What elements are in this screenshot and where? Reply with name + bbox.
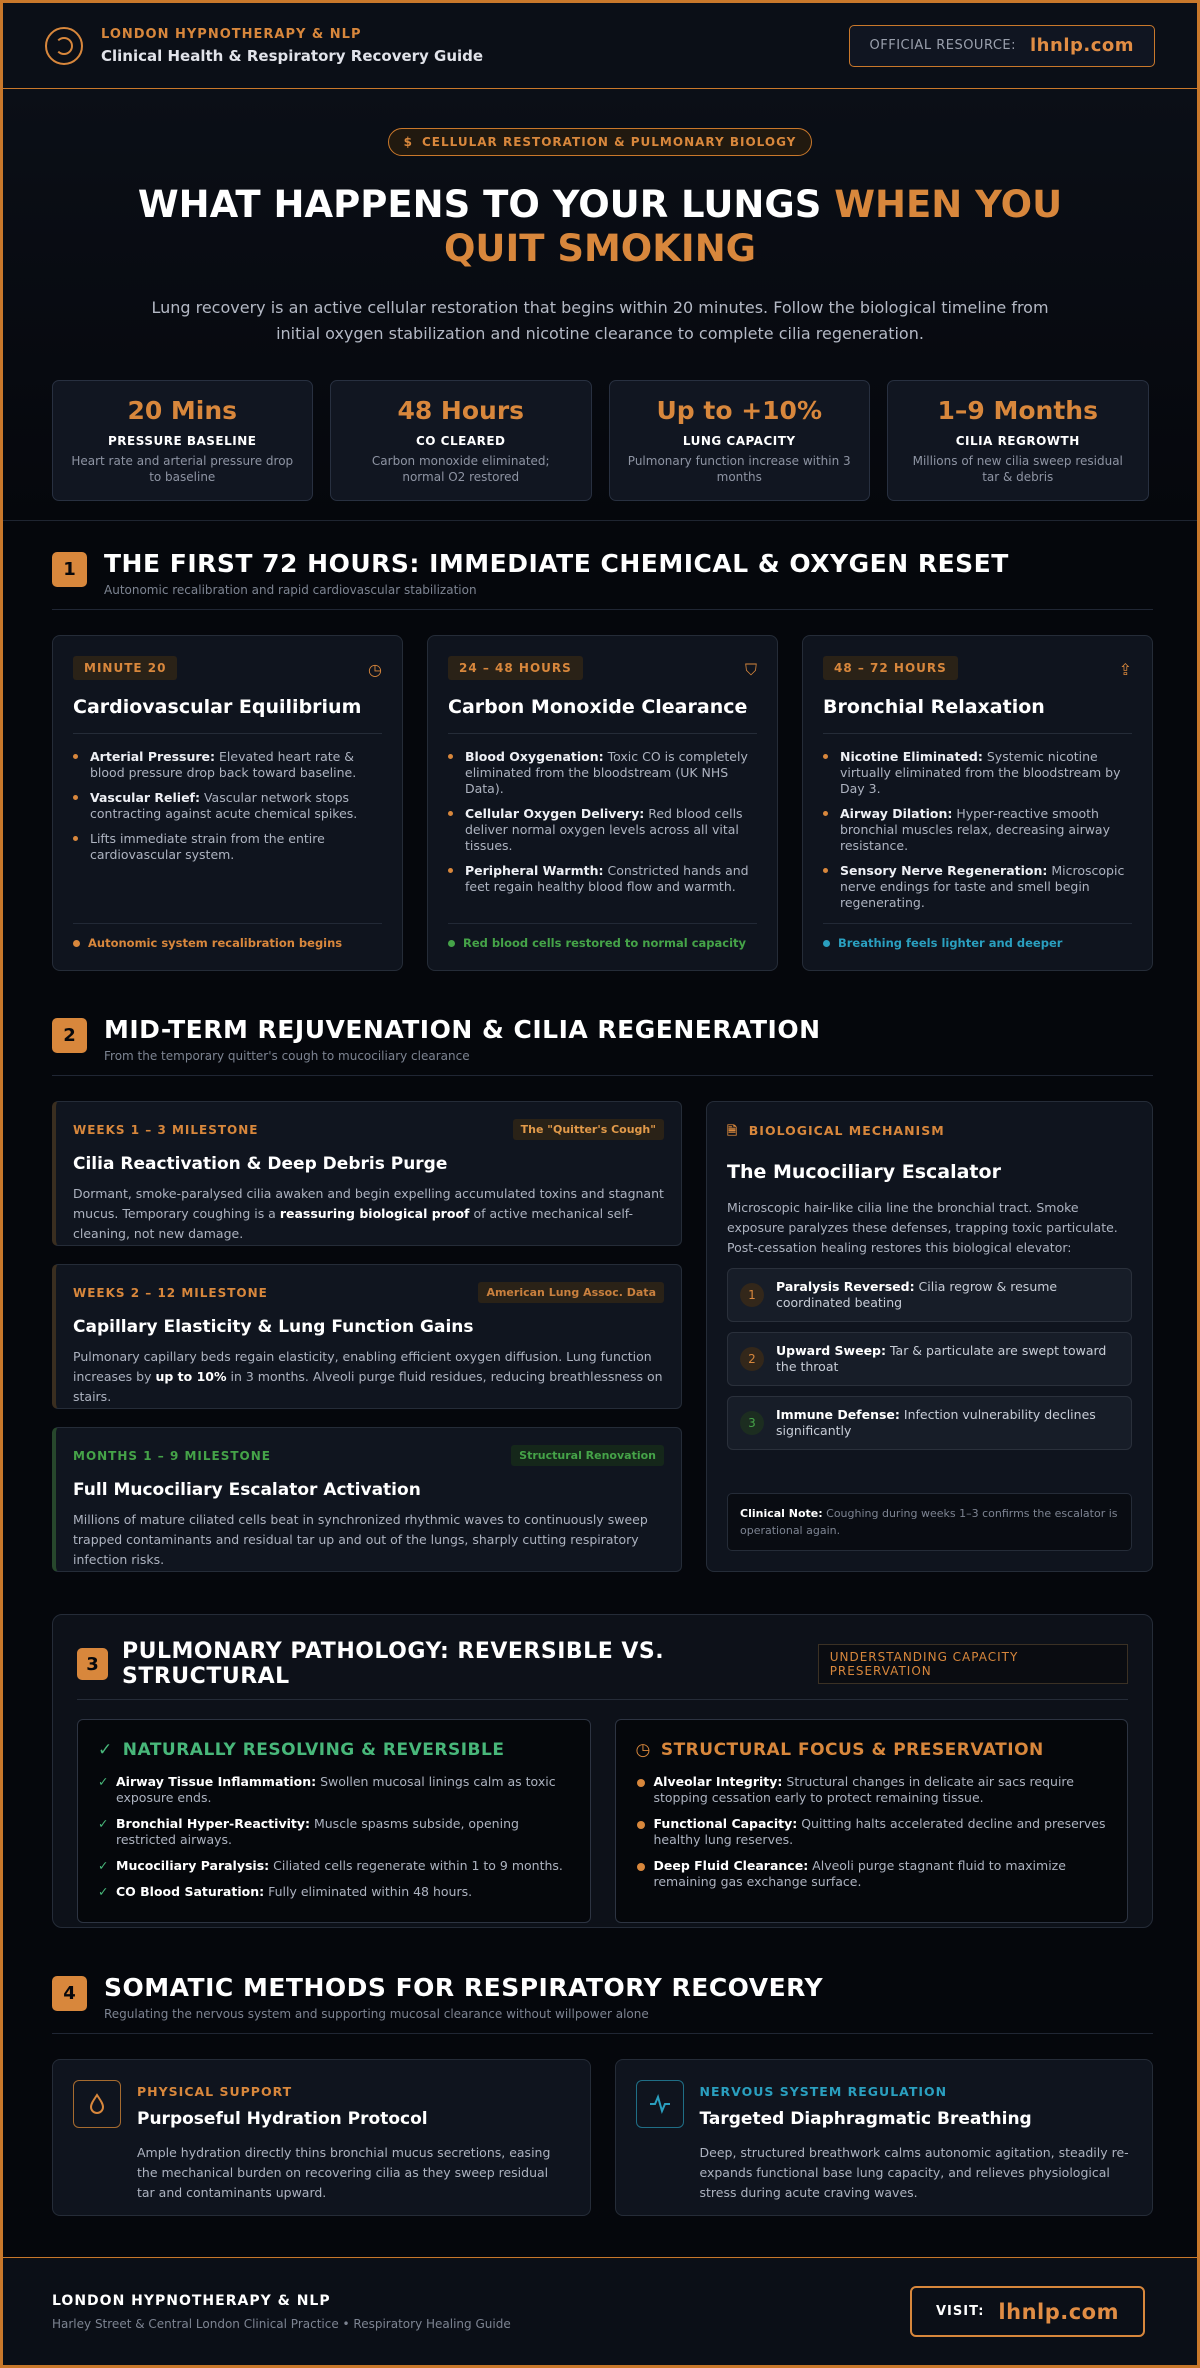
milestone-time: WEEKS 1 – 3 MILESTONE	[73, 1122, 259, 1137]
point-label: Vascular Relief:	[90, 790, 200, 805]
section-somatic-methods	[52, 1973, 1153, 2216]
point-label: Peripheral Warmth:	[465, 863, 604, 878]
card-point	[448, 806, 757, 854]
card-point	[823, 806, 1132, 854]
step-desc: Cilia regrow & resume coordinated beating	[776, 1279, 1058, 1310]
milestone-time: MONTHS 1 – 9 MILESTONE	[73, 1448, 271, 1463]
card-footer-status: Breathing feels lighter and deeper	[823, 923, 1132, 950]
card-points	[448, 749, 757, 895]
item-text: Alveoli purge stagnant fluid to maximize remaining gas exchange surface.	[653, 1858, 1066, 1889]
step-text	[776, 1279, 1119, 1311]
reversible-panel	[77, 1719, 591, 1923]
point-text: Constricted hands and feet regain healthy blood flow and warmth.	[465, 863, 749, 894]
reversible-item	[98, 1816, 570, 1848]
stat-value: 1–9 Months	[937, 396, 1098, 425]
point-text: Toxic CO is completely eliminated from the bloodstream (UK NHS Data).	[465, 749, 748, 796]
logo-icon[interactable]	[45, 27, 83, 65]
method-title: Targeted Diaphragmatic Breathing	[699, 2109, 1032, 2129]
point-text: Hyper-reactive smooth bronchial muscles relax, decreasing airway resistance.	[840, 806, 1110, 853]
divider	[73, 733, 382, 734]
point-label: Nicotine Eliminated:	[840, 749, 983, 764]
step-desc: Tar & particulate are swept toward the throat	[776, 1343, 1107, 1374]
stat-desc: Pulmonary function increase within 3 months	[627, 454, 851, 484]
timeline-card	[52, 635, 403, 971]
pulse-icon	[636, 2080, 684, 2128]
clinical-note-label: Clinical Note:	[740, 1507, 823, 1520]
card-point	[73, 790, 382, 822]
mechanism-step	[727, 1332, 1132, 1386]
item-text: Quitting halts accelerated decline and preserves healthy lung reserves.	[653, 1816, 1106, 1847]
stat-value: Up to +10%	[656, 396, 822, 425]
point-label: Cellular Oxygen Delivery:	[465, 806, 645, 821]
site-header	[3, 3, 1197, 89]
section-number: 2	[52, 1018, 87, 1053]
card-points	[823, 749, 1132, 911]
section-number: 4	[52, 1976, 87, 2011]
milestone-card	[52, 1101, 682, 1246]
mechanism-text: Microscopic hair-like cilia line the bronchial tract. Smoke exposure paralyzes these defenses, trapping toxic particulate. Post-cessation healing restores this biological elevator:	[727, 1200, 1118, 1255]
reversible-item	[98, 1774, 570, 1806]
section-badge: UNDERSTANDING CAPACITY PRESERVATION	[818, 1644, 1128, 1684]
hero	[3, 89, 1197, 521]
card-points	[73, 749, 382, 863]
footer-subtitle: Harley Street & Central London Clinical Practice • Respiratory Healing Guide	[52, 2316, 511, 2331]
stat-card	[52, 380, 314, 501]
card-point	[823, 749, 1132, 797]
time-tag: 24 – 48 HOURS	[448, 656, 583, 680]
section-header	[52, 1015, 1153, 1076]
milestone-text-bold: up to 10%	[155, 1369, 227, 1384]
reversible-title	[98, 1740, 570, 1760]
method-body	[699, 2080, 1133, 2200]
card-point	[448, 749, 757, 797]
alert-circle-icon: ◷	[635, 1740, 651, 1760]
milestone-top	[73, 1445, 664, 1466]
structural-list	[636, 1774, 1108, 1890]
title-main: WHAT HAPPENS TO YOUR LUNGS	[137, 183, 822, 226]
item-text: Muscle spasms subside, opening restricted airways.	[116, 1816, 519, 1847]
timeline-card	[802, 635, 1153, 971]
visit-url: lhnlp.com	[998, 2299, 1119, 2324]
item-label: Airway Tissue Inflammation:	[116, 1774, 317, 1789]
milestone-time: WEEKS 2 – 12 MILESTONE	[73, 1285, 268, 1300]
stat-desc: Carbon monoxide eliminated; normal O2 restored	[371, 454, 550, 484]
clinical-note	[727, 1493, 1132, 1551]
method-title: Purposeful Hydration Protocol	[137, 2109, 428, 2129]
structural-item	[636, 1858, 1108, 1890]
milestone-card	[52, 1427, 682, 1572]
point-label: Sensory Nerve Regeneration:	[840, 863, 1048, 878]
official-resource-label: OFFICIAL RESOURCE:	[869, 38, 1017, 53]
step-number: 3	[740, 1411, 764, 1435]
card-title: Cardiovascular Equilibrium	[73, 696, 362, 718]
step-desc: Infection vulnerability declines significantly	[776, 1407, 1096, 1438]
reversible-item	[98, 1858, 570, 1874]
milestone-text	[73, 1510, 664, 1570]
brand-name: LONDON HYPNOTHERAPY & NLP	[101, 26, 362, 42]
step-number: 1	[740, 1283, 764, 1307]
section-pathology	[52, 1614, 1153, 1928]
stat-value: 20 Mins	[127, 396, 238, 425]
stat-value: 48 Hours	[397, 396, 525, 425]
reversible-list	[98, 1774, 570, 1900]
hero-lede: Lung recovery is an active cellular restoration that begins within 20 minutes. Follow the biological timeline from initial oxygen stabilization and nicotine clearance to complete cilia regeneration.	[151, 298, 1049, 343]
card-title: Bronchial Relaxation	[823, 696, 1045, 718]
point-text: Lifts immediate strain from the entire cardiovascular system.	[90, 831, 325, 862]
mechanism-step	[727, 1396, 1132, 1450]
mechanism-label-text: BIOLOGICAL MECHANISM	[748, 1123, 945, 1138]
method-body	[137, 2080, 570, 2200]
clinical-note-text: Coughing during weeks 1–3 confirms the escalator is operational again.	[740, 1507, 1118, 1537]
time-tag: MINUTE 20	[73, 656, 177, 680]
item-label: Bronchial Hyper-Reactivity:	[116, 1816, 310, 1831]
milestone-text-b: in 3 months. Alveoli purge fluid residues, reducing breathlessness on stairs.	[73, 1369, 663, 1404]
divider	[448, 733, 757, 734]
mechanism-title: The Mucociliary Escalator	[727, 1161, 1001, 1183]
milestone-badge: American Lung Assoc. Data	[478, 1282, 664, 1303]
section-subtitle: Autonomic recalibration and rapid cardiovascular stabilization	[104, 583, 477, 597]
official-resource-url: lhnlp.com	[1030, 35, 1134, 56]
stat-label: CILIA REGROWTH	[955, 434, 1080, 448]
milestone-text-a: Millions of mature ciliated cells beat in synchronized rhythmic waves to continuously sweep trapped contaminants and residual tar up and out of the lungs, sharply cutting respiratory infection risks.	[73, 1512, 648, 1567]
point-label: Arterial Pressure:	[90, 749, 216, 764]
method-text: Deep, structured breathwork calms autonomic agitation, steadily re-expands functional base lung capacity, and relieves physiological stress during acute craving waves.	[699, 2145, 1129, 2200]
section-title: THE FIRST 72 HOURS: IMMEDIATE CHEMICAL & OXYGEN RESET	[104, 549, 1009, 578]
item-text: Swollen mucosal linings calm as toxic exposure ends.	[116, 1774, 556, 1805]
stat-desc: Millions of new cilia sweep residual tar & debris	[912, 454, 1123, 484]
mechanism-steps	[727, 1268, 1132, 1450]
point-text: Elevated heart rate & blood pressure drop back toward baseline.	[90, 749, 357, 780]
point-text: Systemic nicotine virtually eliminated from the bloodstream by Day 3.	[840, 749, 1121, 796]
item-label: CO Blood Saturation:	[116, 1884, 265, 1899]
category-pill-label: CELLULAR RESTORATION & PULMONARY BIOLOGY	[422, 135, 797, 149]
point-text: Red blood cells deliver normal oxygen levels across all vital tissues.	[465, 806, 743, 853]
method-kicker: PHYSICAL SUPPORT	[137, 2084, 293, 2099]
milestone-text-bold: reassuring biological proof	[279, 1206, 470, 1221]
page-title	[100, 183, 1100, 271]
stat-desc: Heart rate and arterial pressure drop to baseline	[71, 454, 294, 484]
guide-subtitle: Clinical Health & Respiratory Recovery Guide	[101, 46, 484, 65]
point-text: Vascular network stops contracting against acute chemical spikes.	[90, 790, 358, 821]
milestone-text-a: Pulmonary capillary beds regain elasticity, enabling efficient oxygen diffusion. Lung function increases by	[73, 1349, 652, 1384]
stat-label: CO CLEARED	[415, 434, 506, 448]
share-icon: ⇪	[1118, 660, 1132, 679]
stat-label: LUNG CAPACITY	[682, 434, 796, 448]
card-footer-status: Autonomic system recalibration begins	[73, 923, 382, 950]
reversible-item	[98, 1884, 570, 1900]
section-number: 1	[52, 552, 87, 587]
stat-card	[609, 380, 871, 501]
structural-item	[636, 1816, 1108, 1848]
method-cards	[52, 2059, 1153, 2216]
step-label: Immune Defense:	[776, 1407, 900, 1422]
section-subtitle: Regulating the nervous system and supporting mucosal clearance without willpower alone	[104, 2007, 649, 2021]
method-text: Ample hydration directly thins bronchial mucus secretions, easing the mechanical burden on recovering cilia as they sweep residual tar and contaminants upward.	[137, 2145, 551, 2200]
time-tag: 48 – 72 HOURS	[823, 656, 958, 680]
timeline-cards	[52, 635, 1153, 971]
point-label: Airway Dilation:	[840, 806, 953, 821]
footer-brand: LONDON HYPNOTHERAPY & NLP	[52, 2292, 331, 2309]
section-title: MID-TERM REJUVENATION & CILIA REGENERATION	[104, 1015, 821, 1044]
milestone-card	[52, 1264, 682, 1409]
milestone-title: Capillary Elasticity & Lung Function Gains	[73, 1317, 474, 1337]
milestone-text-b: of active mechanical self-cleaning, not new damage.	[73, 1206, 634, 1241]
item-text: Ciliated cells regenerate within 1 to 9 months.	[269, 1858, 563, 1873]
point-text: Microscopic nerve endings for taste and smell begin regenerating.	[840, 863, 1125, 910]
section-title: SOMATIC METHODS FOR RESPIRATORY RECOVERY	[104, 1973, 824, 2002]
mechanism-panel	[706, 1101, 1153, 1572]
card-point	[73, 749, 382, 781]
milestone-badge: Structural Renovation	[511, 1445, 664, 1466]
category-pill	[388, 128, 813, 156]
water-drop-icon	[73, 2080, 121, 2128]
timeline-card	[427, 635, 778, 971]
step-label: Paralysis Reversed:	[776, 1279, 915, 1294]
stat-label: PRESSURE BASELINE	[108, 434, 257, 448]
stat-card	[887, 380, 1149, 501]
step-text	[776, 1343, 1119, 1375]
step-label: Upward Sweep:	[776, 1343, 886, 1358]
milestone-top	[73, 1119, 664, 1140]
visit-button[interactable]	[910, 2286, 1145, 2337]
step-number: 2	[740, 1347, 764, 1371]
section-header	[52, 1973, 1153, 2034]
milestone-text-a: Dormant, smoke-paralysed cilia awaken and begin expelling accumulated toxins and stagnant mucus. Temporary coughing is a	[73, 1186, 664, 1221]
milestone-text	[73, 1347, 664, 1407]
section-title: PULMONARY PATHOLOGY: REVERSIBLE VS. STRUCTURAL	[122, 1639, 665, 1689]
method-kicker: NERVOUS SYSTEM REGULATION	[699, 2084, 948, 2099]
section-number: 3	[77, 1648, 108, 1680]
section-mid-term	[52, 1015, 1153, 1590]
divider	[823, 733, 1132, 734]
title-accent: WHEN YOU QUIT SMOKING	[443, 183, 1063, 270]
card-point	[823, 863, 1132, 911]
milestone-text	[73, 1184, 664, 1244]
site-footer	[3, 2257, 1197, 2365]
card-point	[73, 831, 382, 863]
item-label: Alveolar Integrity:	[653, 1774, 783, 1789]
method-card	[615, 2059, 1154, 2216]
method-card	[52, 2059, 591, 2216]
milestone-badge: The "Quitter's Cough"	[513, 1119, 664, 1140]
section-header	[77, 1639, 1128, 1700]
item-text: Fully eliminated within 48 hours.	[264, 1884, 473, 1899]
milestone-title: Full Mucociliary Escalator Activation	[73, 1480, 421, 1500]
shield-icon: ⛉	[744, 660, 757, 679]
section-header	[52, 549, 1153, 610]
item-label: Mucociliary Paralysis:	[116, 1858, 270, 1873]
milestone-top	[73, 1282, 664, 1303]
mechanism-step	[727, 1268, 1132, 1322]
section-first-72-hours	[52, 549, 1153, 971]
structural-item	[636, 1774, 1108, 1806]
card-title: Carbon Monoxide Clearance	[448, 696, 748, 718]
point-label: Blood Oxygenation:	[465, 749, 604, 764]
structural-title	[636, 1740, 1108, 1760]
structural-panel	[615, 1719, 1129, 1923]
stats-row	[52, 380, 1149, 501]
item-text: Structural changes in delicate air sacs require stopping cessation early to protect remaining tissue.	[653, 1774, 1074, 1805]
official-resource-link[interactable]	[849, 25, 1156, 67]
card-point	[448, 863, 757, 895]
item-label: Functional Capacity:	[653, 1816, 798, 1831]
clock-icon: ◷	[368, 660, 382, 679]
step-text	[776, 1407, 1119, 1439]
card-footer-status: Red blood cells restored to normal capacity	[448, 923, 757, 950]
mechanism-label	[727, 1122, 1132, 1143]
stat-card	[330, 380, 592, 501]
dollar-icon: $	[403, 135, 413, 149]
check-icon: ✓	[98, 1740, 113, 1760]
structural-title-text: STRUCTURAL FOCUS & PRESERVATION	[660, 1740, 1044, 1760]
visit-label: VISIT:	[935, 2304, 985, 2319]
document-icon: 🗎	[727, 1123, 739, 1138]
milestone-list	[52, 1101, 682, 1590]
milestone-title: Cilia Reactivation & Deep Debris Purge	[73, 1154, 448, 1174]
reversible-title-text: NATURALLY RESOLVING & REVERSIBLE	[122, 1740, 505, 1760]
item-label: Deep Fluid Clearance:	[653, 1858, 809, 1873]
section-subtitle: From the temporary quitter's cough to mucociliary clearance	[104, 1049, 470, 1063]
